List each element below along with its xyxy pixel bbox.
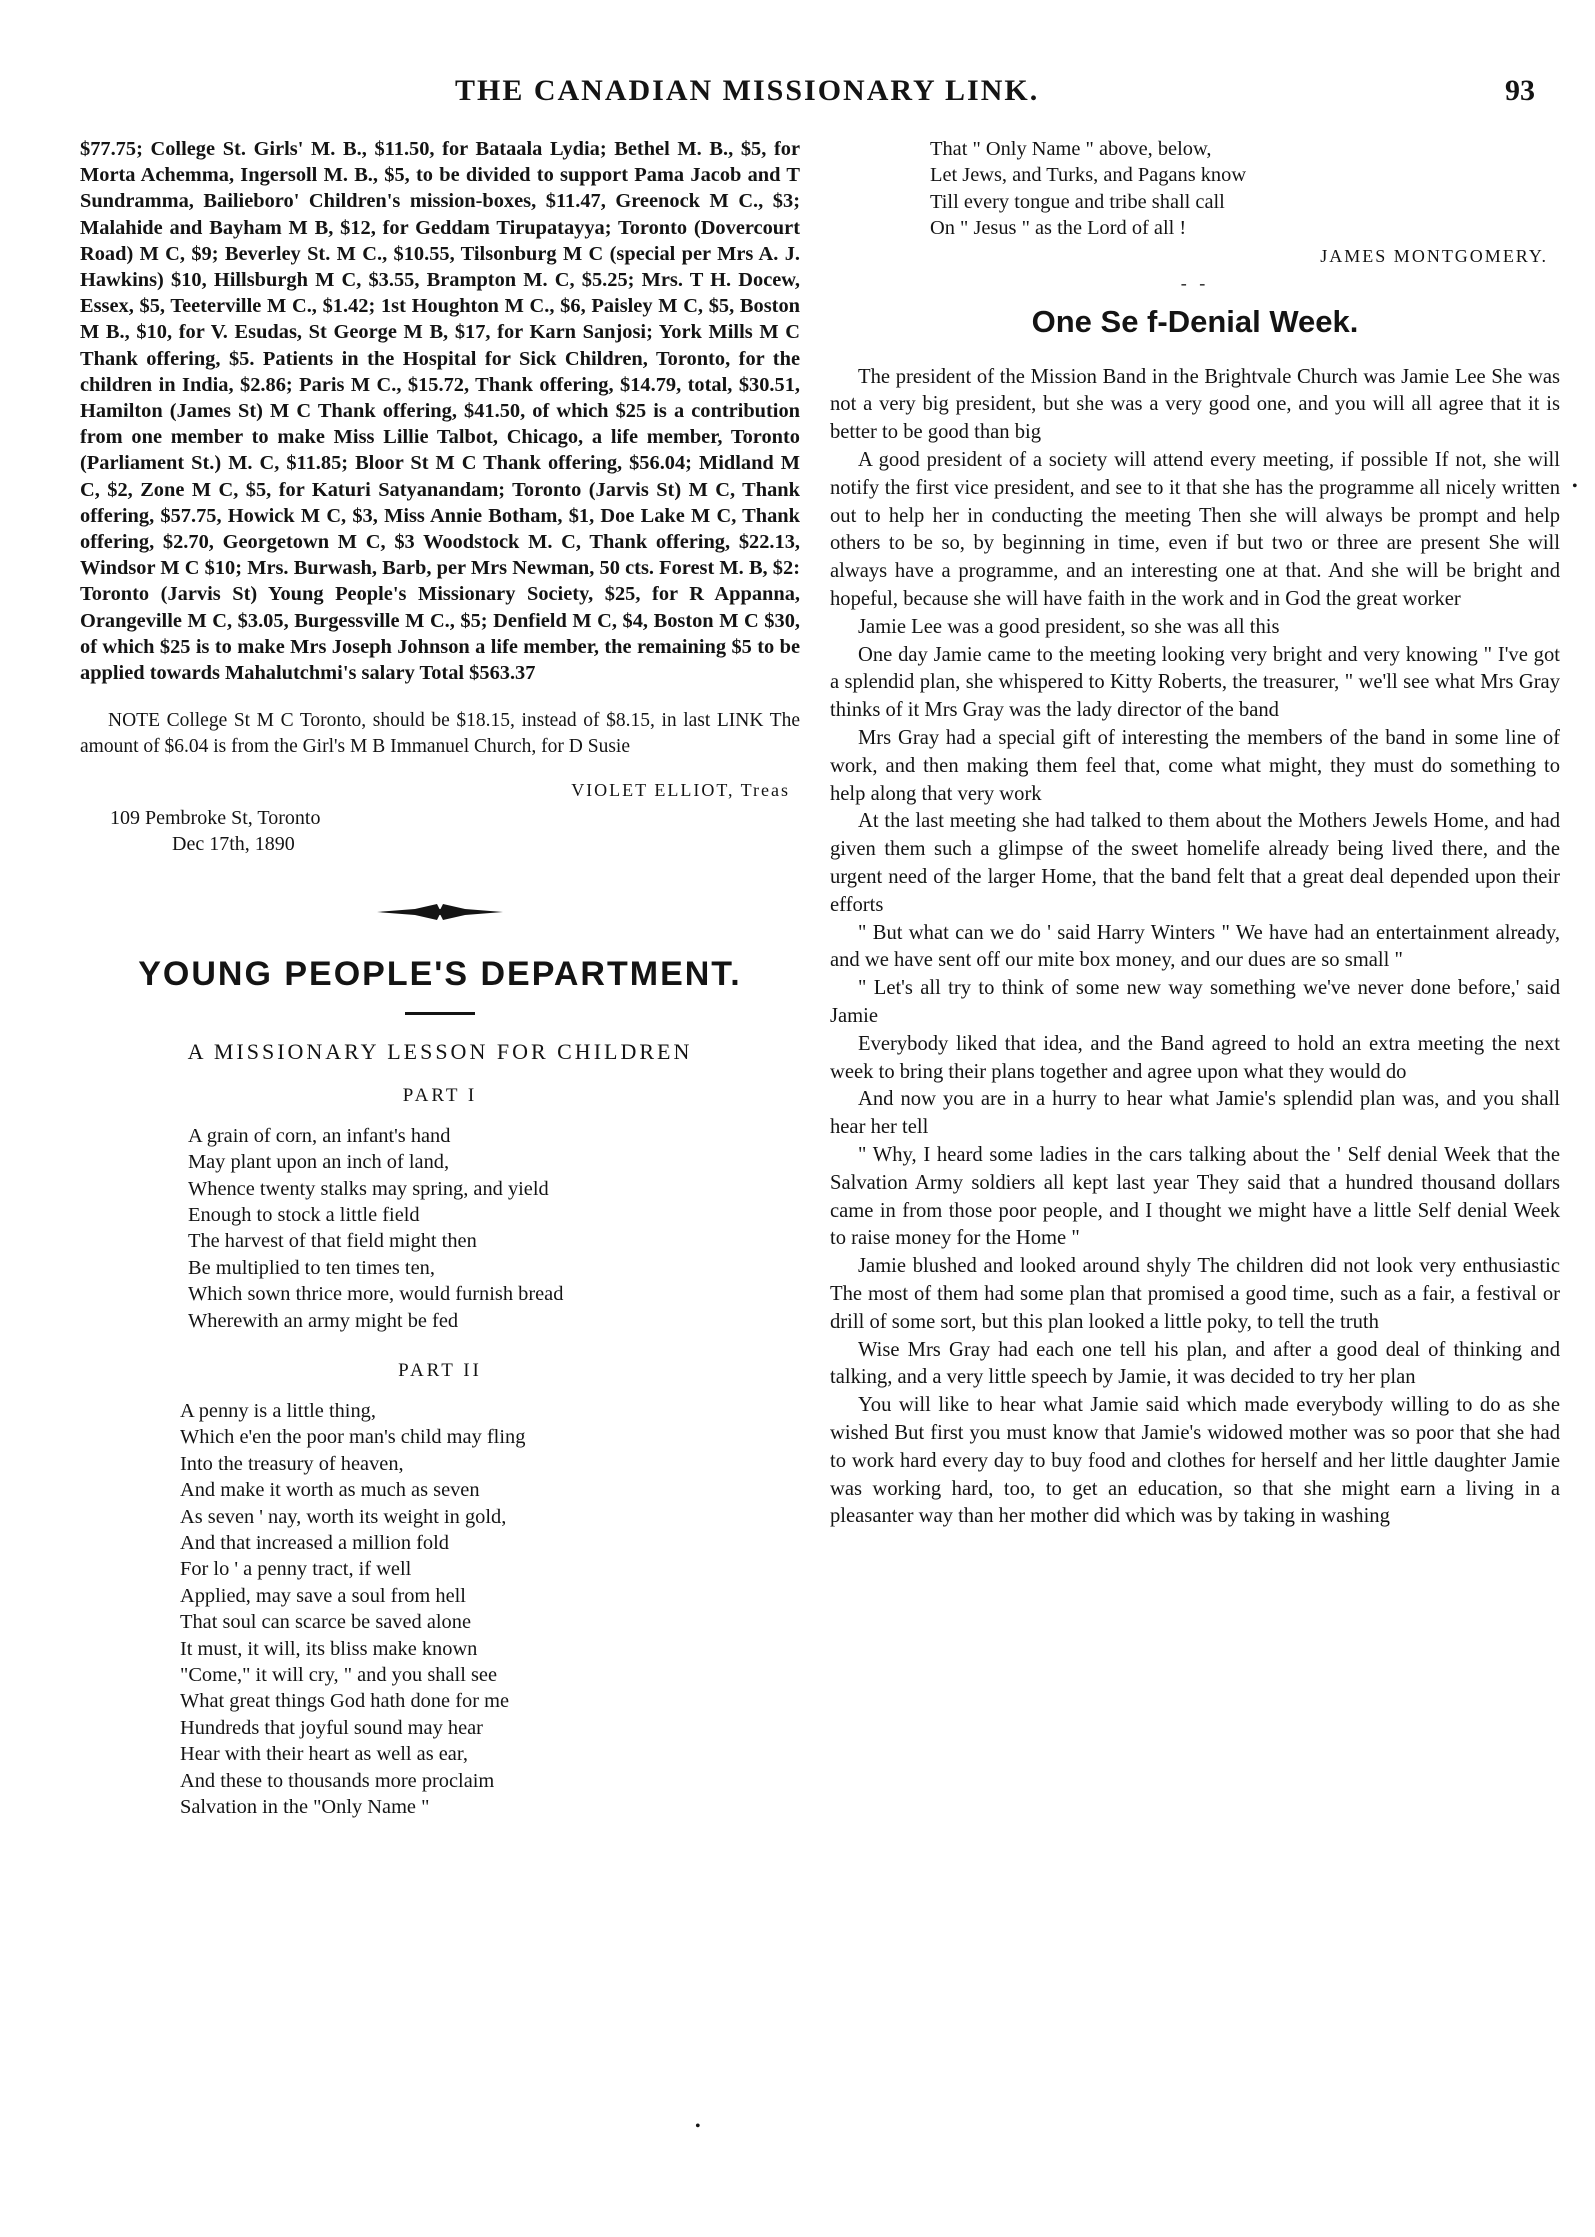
poem-line: And that increased a million fold: [180, 1532, 449, 1555]
right-column: [830, 136, 1560, 1531]
page-number: 93: [1505, 74, 1535, 107]
story-paragraph: " But what can we do ' said Harry Winters " We have had an entertainment already, and we have sent off our mite box money, and our dues are so small ": [830, 921, 1560, 972]
running-head: [0, 74, 1595, 114]
poem-line: Which sown thrice more, would furnish bread: [188, 1283, 564, 1306]
poem-line: As seven ' nay, worth its weight in gold,: [180, 1505, 507, 1528]
story-paragraph: A good president of a society will attend every meeting, if possible If not, she will notify the first vice president, and see to it that she has the programme all nicely written out to help her in conducting the meeting Then she will always be prompt and help others to be so, by beginning in time, even if but two or three are present She will always have a programme, and an interesting one at that. And she will be bright and hopeful, because she will have faith in the work and in God the great worker: [830, 449, 1560, 610]
poem-line: "Come," it will cry, " and you shall see: [180, 1664, 497, 1687]
poem-line: Wherewith an army might be fed: [188, 1309, 459, 1332]
correction-note: NOTE College St M C Toronto, should be $18.15, instead of $8.15, in last LINK The amount of $6.04 is from the Girl's M B Immanuel Church, for D Susie: [80, 710, 800, 758]
poem-line: And make it worth as much as seven: [180, 1479, 480, 1502]
poem-line: Which e'en the poor man's child may fling: [180, 1426, 526, 1449]
poem-line: Salvation in the "Only Name ": [180, 1796, 430, 1819]
address-block: [110, 805, 800, 857]
poem-line: Applied, may save a soul from hell: [180, 1584, 466, 1607]
poem-part-one: [188, 1123, 800, 1334]
story-paragraph: At the last meeting she had talked to them about the Mothers Jewels Home, and had given them such a glimpse of the sweet homelife already being lived there, and the urgent need of the larger Home, that the band felt that a great deal depended upon their efforts: [830, 810, 1560, 916]
poem-line: Till every tongue and tribe shall call: [930, 190, 1225, 213]
poem-line: On " Jesus " as the Lord of all !: [930, 217, 1187, 240]
running-title: THE CANADIAN MISSIONARY LINK.: [455, 74, 1040, 107]
poem-line: Be multiplied to ten times ten,: [188, 1256, 435, 1279]
story-paragraph: Jamie blushed and looked around shyly The children did not look very enthusiastic The most of them had some plan that promised a good time, such as a fair, a festival or drill of some sort, but this plan looked a little poky, to tell the truth: [830, 1255, 1560, 1333]
lesson-title: A MISSIONARY LESSON FOR CHILDREN: [187, 1038, 693, 1064]
left-column: [80, 136, 800, 1821]
poem-line: Enough to stock a little field: [188, 1203, 420, 1226]
ornament-icon: [375, 901, 505, 923]
poem-line: That soul can scarce be saved alone: [180, 1611, 471, 1634]
story-paragraph: Wise Mrs Gray had each one tell his plan, and after a good deal of thinking and talking, and a very little speech by Jamie, it was decided to try her plan: [830, 1338, 1560, 1389]
story-paragraph: Jamie Lee was a good president, so she was all this: [858, 615, 1280, 638]
story-paragraph: Everybody liked that idea, and the Band agreed to hold an extra meeting the next week to bring their plans together and agree upon what they would do: [830, 1032, 1560, 1083]
department-heading: YOUNG PEOPLE'S DEPARTMENT.: [138, 954, 742, 993]
story-paragraph: " Let's all try to think of some new way something we've never done before,' said Jamie: [830, 977, 1560, 1027]
story-paragraph: You will like to hear what Jamie said which made everybody willing to do as she wished But first you must know that Jamie's widowed mother was so poor that she had to work hard every day to buy food and clothes for herself and her little daughter Jamie was working hard, too, to get an education, so that she might earn a living in a pleasanter way than her mother did which was by taking in washing: [830, 1394, 1560, 1528]
poem-continuation: [930, 136, 1560, 242]
poem-line: Whence twenty stalks may spring, and yield: [188, 1177, 549, 1200]
poem-line: A grain of corn, an infant's hand: [188, 1124, 451, 1147]
stray-mark: •: [1572, 478, 1578, 495]
poem-line: A penny is a little thing,: [180, 1400, 376, 1423]
poem-line: The harvest of that field might then: [188, 1230, 477, 1253]
ornament-divider: [80, 901, 800, 925]
story-title: One Se f-Denial Week.: [1031, 303, 1359, 339]
poem-author: JAMES MONTGOMERY.: [1320, 245, 1548, 266]
poem-line: Into the treasury of heaven,: [180, 1452, 404, 1475]
story-paragraph: One day Jamie came to the meeting looking very bright and very knowing " I've got a splendid plan, she whispered to Kitty Roberts, the treasurer, " we'll see what Mrs Gray thinks of it Mrs Gray was the lady director of the band: [830, 643, 1560, 722]
poem-line: Hundreds that joyful sound may hear: [180, 1716, 483, 1739]
poem-line: For lo ' a penny tract, if well: [180, 1558, 412, 1581]
stray-mark: •: [695, 2118, 701, 2135]
story-body: [830, 364, 1560, 1531]
poem-line: Let Jews, and Turks, and Pagans know: [930, 164, 1247, 187]
poem-line: That " Only Name " above, below,: [930, 138, 1212, 160]
heading-rule: [405, 1012, 475, 1015]
poem-line: Hear with their heart as well as ear,: [180, 1743, 468, 1766]
story-paragraph: " Why, I heard some ladies in the cars talking about the ' Self denial Week that the Salvation Army soldiers all kept last year They said that a hundred thousand dollars came in from those poor people, and I thought we might have a little Self denial Week to raise money for the Home ": [830, 1143, 1560, 1250]
treasurer-signature: VIOLET ELLIOT, Treas: [571, 779, 790, 800]
part-two-label: PART II: [398, 1360, 482, 1382]
story-paragraph: Mrs Gray had a special gift of interesting the members of the band in some line of work, and then making them feel that, come what might, they must do something to help along that very work: [830, 726, 1560, 805]
address-line: 109 Pembroke St, Toronto: [110, 806, 321, 829]
story-paragraph: And now you are in a hurry to hear what Jamie's splendid plan was, and you shall hear her tell: [830, 1088, 1560, 1139]
date-line: Dec 17th, 1890: [172, 832, 295, 855]
section-dash: - -: [1180, 272, 1210, 293]
story-paragraph: The president of the Mission Band in the Brightvale Church was Jamie Lee She was not a very big president, but she was a very good one, and you will all agree that it is better to be good than big: [830, 365, 1560, 444]
poem-line: What great things God hath done for me: [180, 1690, 509, 1713]
poem-line: It must, it will, its bliss make known: [180, 1637, 478, 1660]
part-one-label: PART I: [402, 1084, 478, 1106]
poem-line: May plant upon an inch of land,: [188, 1151, 450, 1174]
receipts-paragraph: $77.75; College St. Girls' M. B., $11.50, for Bataala Lydia; Bethel M. B., $5, for Morta Achemma, Ingersoll M. B., $5, to be divided to support Pama Jacob and T Sundramma, Bailieboro' Children's mission-boxes, $11.47, Greenock M C., $3; Malahide and Bayham M B, $12, for Geddam Tirupatayya; Toronto (Dovercourt Road) M C, $9; Beverley St. M C., $10.55, Tilsonburg M C (special per Mrs A. J. Hawkins) $10, Hillsburgh M C, $3.55, Brampton M. C, $5.25; Mrs. T H. Docew, Essex, $5, Teeterville M C., $1.42; 1st Houghton M C., $6, Paisley M C, $5, Boston M B., $10, for V. Esudas, St George M B, $17, for Karn Sanjosi; York Mills M C Thank offering, $5. Patients in the Hospital for Sick Children, Toronto, for the children in India, $2.86; Paris M C., $15.72, Thank offering, $14.79, total, $30.51, Hamilton (James St) M C Thank offering, $41.50, of which $25 is a contribution from one member to make Miss Lillie Talbot, Chicago, a life member, Toronto (Parliament St.) M. C, $11.85; Bloor St M C Thank offering, $56.04; Midland M C, $2, Zone M C, $5, for Katuri Satyanandam; Toronto (Jarvis St) M C, Thank offering, $57.75, Howick M C, $3, Miss Annie Botham, $1, Doe Lake M C, Thank offering, $2.70, Georgetown M C, $3 Woodstock M. C, Thank offering, $22.13, Windsor M C $10; Mrs. Burwash, Barb, per Mrs Newman, 50 cts. Forest M. B, $2: Toronto (Jarvis St) Young People's Missionary Society, $25, for R Appanna, Orangeville M C, $3.05, Burgessville M C., $5; Denfield M C, $4, Boston M C $30, of which $25 is to make Mrs Joseph Johnson a life member, the remaining $5 to be applied towards Mahalutchmi's salary Total $563.37: [80, 138, 800, 685]
poem-part-two: [180, 1398, 800, 1821]
poem-line: And these to thousands more proclaim: [180, 1769, 495, 1792]
